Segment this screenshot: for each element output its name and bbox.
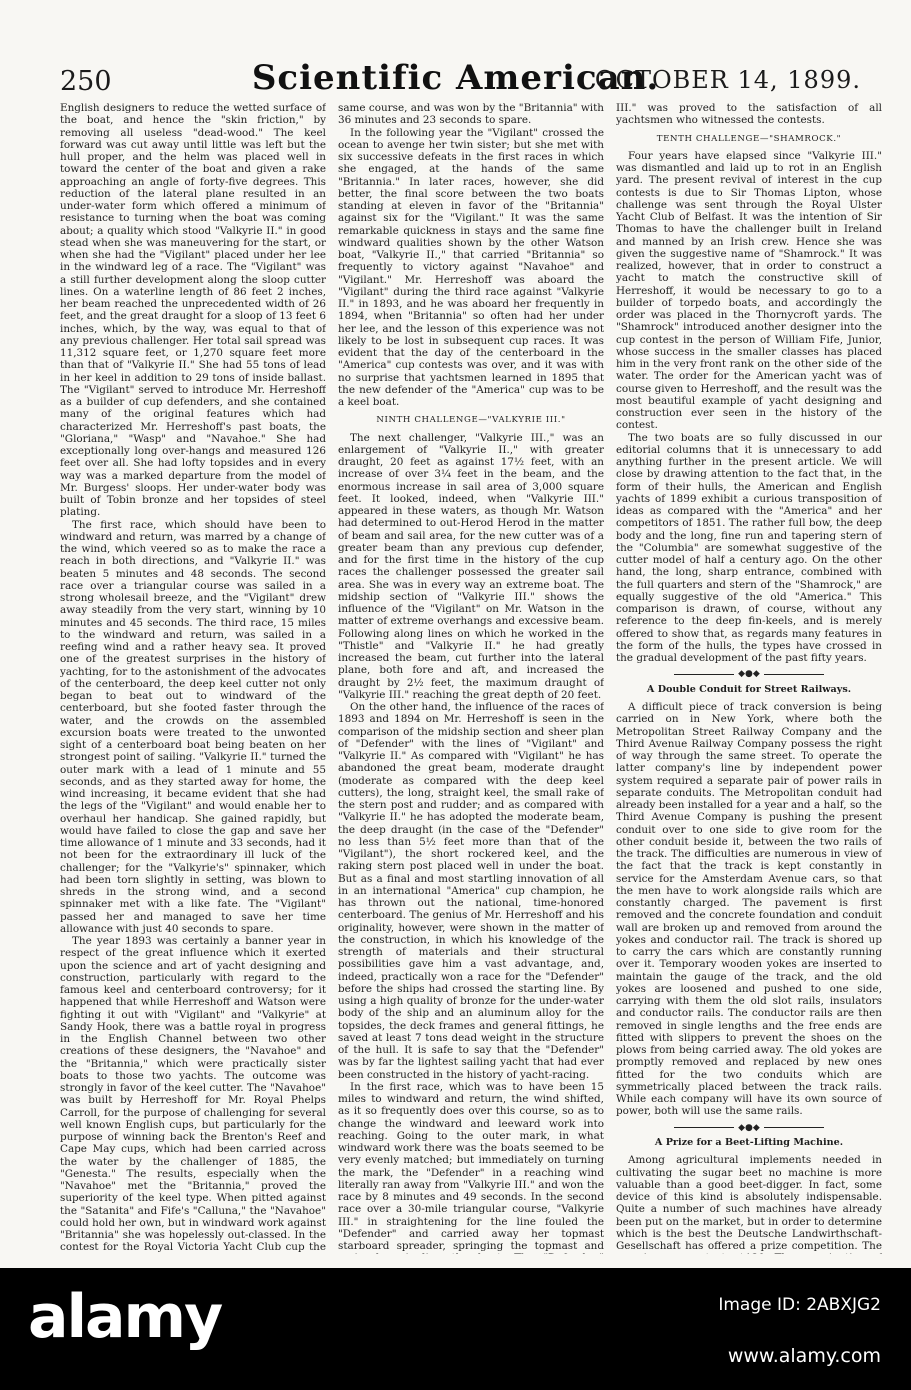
paragraph: Among agricultural implements needed in cultivating the sugar beet no machine is more valuable than a good beet-digger. In fact, some device of this kind is absolutely indispensable. Quite a number of such machines have already been put on the market, but in order to determine which is the best the Deutsche Landwirthschaft-Gesellschaft has offered a prize competition. The <box>616 1154 882 1252</box>
page-header <box>50 58 861 108</box>
section-subhead: TENTH CHALLENGE—"SHAMROCK." <box>656 133 842 144</box>
paragraph: III." was proved to the satisfaction of all yachtsmen who witnessed the contests. <box>616 102 882 127</box>
paragraph: same course, and was won by the "Britannia" with 36 minutes and 23 seconds to spare. <box>338 102 604 127</box>
section-divider: ◆●◆ <box>616 1123 882 1134</box>
paragraph: The two boats are so fully discussed in our editorial columns that it is unnecessary to add anything further in the present article. We will close by drawing attention to the fact that, in the form of their hulls, the American and English yachts of 1899 exhibit a curious transposition of ideas as compared with the "America" and her competitors of 1851. The rather full bow, the deep body and the long, fine run and tapering stern of the "Columbia" are somewhat suggestive of the cutter model of half a century ago. On the other hand, the long, sharp entrance, combined with the full quarters and stern of the "Shamrock," are equally suggestive of the old "America." This comparison is drawn, of course, without any reference to the deep fin-keels, and is merely offered to show that, as regards many features in the form of the hulls, the types have crossed in the gradual development of the past fifty years. <box>616 431 882 664</box>
alamy-logo: alamy <box>28 1282 222 1352</box>
paragraph: The first race, which should have been to windward and return, was marred by a change of the wind, which veered so as to make the race a reach in both directions, and "Valkyrie II." was beaten 5 minutes and 48 seconds. The second race over a triangular course was sailed in a strong wholesail breeze, and the "Vigilant" drew away steadily from the very start, winning by 10 minutes and 45 seconds. The third race, 15 miles to the windward and return, was sailed in a reefing wind and a rather heavy sea. It proved one of the greatest surprises in the history of yachting, for to the astonishment of the advocates of the centerboard, the deep keel cutter not only began to beat out to windward of the centerboard, but she footed faster through the water, and the crowds on the assembled excursion boats were treated to the unwonted sight of a centerboard boat being beaten on her strongest point of sailing. "Valkyrie II." turned the outer mark with a lead of 1 minute and 55 seconds, and as they started away for home, the wind increasing, it became evident that she had the legs of the "Vigilant" and would enable her to overhaul her handicap. She gained rapidly, but would have failed to close the gap and save her time allowance of 1 minute and 33 seconds, had it not been for the extraordinary ill luck of the challenger; for the "Valkyrie's" spinnaker, which had been torn slightly in setting, was blown to shreds in the strong wind, and a second spinnaker met with a like fate. The "Vigilant" passed her and managed to save her time allowance with just 40 seconds to spare. <box>60 518 326 935</box>
article-headline: A Prize for a Beet-Lifting Machine. <box>654 1137 844 1148</box>
site-url: www.alamy.com <box>727 1345 881 1367</box>
paragraph: A difficult piece of track conversion is being carried on in New York, where both the Metropolitan Street Railway Company and the Third Avenue Railway Company possess the right of way through the same street. To operate the latter company's line by independent power system required a separate pair of power rails in separate conduits. The Metropolitan conduit had already been installed for a year and a half, so the Third Avenue Company is pushing the present conduit over to one side to give room for the other conduit beside it, between the two rails of the track. The difficulties are numerous in view of the fact that the track is kept constantly in service for the Amsterdam Avenue cars, so that the men have to work alongside rails which are constantly charged. The pavement is first removed and the concrete foundation and conduit wall are broken up and removed from around the yokes and conductor rail. The track is shored up to carry the cars which are constantly running over it. Temporary wooden yokes are inserted to maintain the gauge of the track, and the old yokes are loosened and pushed to one side, carrying with them the old slot rails, insulators and conductor rails. The conductor rails are then removed in single lengths and the free ends are fitted with slippers to prevent the shoes on the plows from being carried away. The old yokes are promptly removed and replaced by new ones fitted for the two conduits which are symmetrically placed between the track rails. While each company will have its own source of power, both will use the same rails. <box>616 701 882 1118</box>
page-number: 250 <box>60 66 112 97</box>
paragraph: On the other hand, the influence of the races of 1893 and 1894 on Mr. Herreshoff is seen in the comparison of the midship section and sheer plan of "Defender" with the lines of "Vigilant" and "Valkyrie II." As compared with "Vigilant" he has abandoned the great beam, moderate draught (moderate as compared with the deep keel cutters), the long, straight keel, the small rake of the stern post and rudder; and as compared with "Valkyrie II." he has adopted the moderate beam, the deep draught (in the case of the "Defender" no less than 5½ feet more than that of the "Vigilant"), the short rockered keel, and the raking stern post placed well in under the boat. But as a final and most startling innovation of all in an international "America" cup champion, he has thrown out the national, time-honored centerboard. The genius of Mr. Herreshoff and his originality, however, were shown in the matter of the construction, in which his knowledge of the strength of materials and their structural possibilities gave him a vast advantage, and, indeed, practically won a race for the "Defender" before the ships had crossed the starting line. By using a high quality of bronze for the under-water body of the ship and an aluminum alloy for the topsides, the deck frames and general fittings, he saved at least 7 tons dead weight in the structure of the hull. It is safe to say that the "Defender" was by far the lightest sailing yacht that had ever been constructed in the history of yacht-racing. <box>338 701 604 1081</box>
column-left <box>60 102 326 1254</box>
watermark-banner <box>0 1268 911 1390</box>
paragraph: English designers to reduce the wetted surface of the boat, and hence the "skin friction," by removing all useless "dead-wood." The keel forward was cut away until little was left but the hull proper, and the helm was placed well in toward the center of the boat and given a rake approaching an angle of forty-five degrees. This reduction of the lateral plane resulted in an under-water form which offered a minimum of resistance to turning when the boat was coming about; a quality which stood "Valkyrie II." in good stead when she was maneuvering for the start, or when she had the "Vigilant" placed under her lee in the windward leg of a race. The "Vigilant" was a still further development along the sloop cutter lines. On a waterline length of 86 feet 2 inches, her beam reached the unprecedented width of 26 feet, and the great draught for a sloop of 13 feet 6 inches, which, by the way, was equal to that of any previous challenger. Her total sail spread was 11,312 square feet, or 1,270 square feet more than that of "Valkyrie II." She had 55 tons of lead in her keel in addition to 29 tons of inside ballast. The "Vigilant" served to introduce Mr. Herreshoff as a builder of cup defenders, and she contained many of the original features which had characterized Mr. Herreshoff's past boats, the "Gloriana," "Wasp" and "Navahoe." She had exceptionally long over-hangs and measured 126 feet over all. She had lofty topsides and in every way was a marked departure from the model of Mr. Burgess' sloops. Her under-water body was built of Tobin bronze and her topsides of steel plating. <box>60 102 326 519</box>
paragraph: The next challenger, "Valkyrie III.," was an enlargement of "Valkyrie II.," with greater draught, 20 feet as against 17½ feet, with an increase of over 3¼ feet in the beam, and the enormous increase in sail area of 3,000 square feet. It looked, indeed, when "Valkyrie III." appeared in these waters, as though Mr. Watson had determined to out-Herod Herod in the matter of beam and sail area, for the new cutter was of a greater beam than any previous cup defender, and for the first time in the history of the cup races the challenger possessed the greater sail area. She was in every way an extreme boat. The midship section of "Valkyrie III." shows the influence of the "Vigilant" on Mr. Watson in the matter of extreme overhangs and excessive beam. Following along lines on which he worked in the "Thistle" and "Valkyrie II." he had greatly increased the beam, cut further into the lateral plane, both fore and aft, and increased the draught by 2½ feet, the maximum draught of "Valkyrie III." reaching the great depth of 20 feet. <box>338 431 604 701</box>
issue-date: OCTOBER 14, 1899. <box>594 66 861 94</box>
paragraph: In the following year the "Vigilant" crossed the ocean to avenge her twin sister; but she met with six successive defeats in the first races in which she engaged, at the hands of the same "Britannia." In later races, however, she did better, the final score between the two boats standing at eleven in favor of the "Britannia" against six for the "Vigilant." It was the same remarkable quickness in stays and the same fine windward qualities shown by the other Watson boat, "Valkyrie II.," that carried "Britannia" so frequently to victory against "Navahoe" and "Vigilant." Mr. Herreshoff was aboard the "Vigilant" during the third race against "Valkyrie II." in 1893, and he was aboard her frequently in 1894, when "Britannia" so often had her under her lee, and the lesson of this experience was not likely to be lost in subsequent cup races. It was evident that the day of the centerboard in the "America" cup contests was over, and it was with no surprise that yachtsmen learned in 1895 that the new defender of the "America" cup was to be a keel boat. <box>338 126 604 408</box>
column-right <box>616 102 882 1254</box>
paragraph: The year 1893 was certainly a banner year in respect of the great influence which it exerted upon the science and art of yacht designing and construction, particularly with regard to the famous keel and centerboard controversy; for it happened that while Herreshoff and Watson were fighting it out with "Vigilant" and "Valkyrie" at Sandy Hook, there was a battle royal in progress in the English Channel between two other creations of these designers, the "Navahoe" and the "Britannia," which were practically sister boats to those two yachts. The outcome was strongly in favor of the keel cutter. The "Navahoe" was built by Herreshoff for Mr. Royal Phelps Carroll, for the purpose of challenging for several well known English cups, but particularly for the purpose of winning back the Brenton's Reef and Cape May cups, which had been carried across the water by the challenger of 1885, the "Genesta." The results, especially when the "Navahoe" met the "Britannia," proved the superiority of the keel type. When pitted against the "Satanita" and Fife's "Calluna," the "Navahoe" could hold her own, but in windward work against "Britannia" she was hopelessly out-classed. In the contest for the Royal Victoria Yacht Club cup the <box>60 935 326 1254</box>
section-divider: ◆●◆ <box>616 669 882 680</box>
section-subhead: NINTH CHALLENGE—"VALKYRIE III." <box>376 415 566 426</box>
paragraph: Four years have elapsed since "Valkyrie III." was dismantled and laid up to rot in an English yard. The present revival of interest in the cup contests is due to Sir Thomas Lipton, whose challenge was sent through the Royal Ulster Yacht Club of Belfast. It was the intention of Sir Thomas to have the challenger built in Ireland and manned by an Irish crew. Hence she was given the suggestive name of "Shamrock." It was realized, however, that in order to construct a yacht to match the constructive skill of Herreshoff, it would be necessary to go to a builder of torpedo boats, and accordingly the order was placed in the Thornycroft yards. The "Shamrock" introduced another designer into the cup contest in the person of William Fife, Junior, whose success in the smaller classes has placed him in the very front rank on the other side of the water. The order for the American yacht was of course given to Herreshoff, and the result was the most beautiful example of yacht designing and construction ever seen in the history of the contest. <box>616 149 882 432</box>
article-headline: A Double Conduit for Street Railways. <box>646 683 852 695</box>
column-middle <box>338 102 604 1254</box>
image-id-label: Image ID: 2ABXJG2 <box>718 1295 881 1315</box>
masthead-title: Scientific American. <box>251 58 660 98</box>
paragraph: In the first race, which was to have been 15 miles to windward and return, the wind shifted, as it so frequently does over this course, so as to change the windward and leeward work into reaching. Going to the outer mark, in what windward work there was the boats seemed to be very evenly matched; but immediately on turning the mark, the "Defender" in a reaching wind literally ran away from "Valkyrie III." and won the race by 8 minutes and 49 seconds. In the second race over a 30-mile triangular course, "Valkyrie III." in straightening for the line fouled the "Defender" and carried away her topmast starboard spreader, springing the topmast and <box>338 1080 604 1252</box>
